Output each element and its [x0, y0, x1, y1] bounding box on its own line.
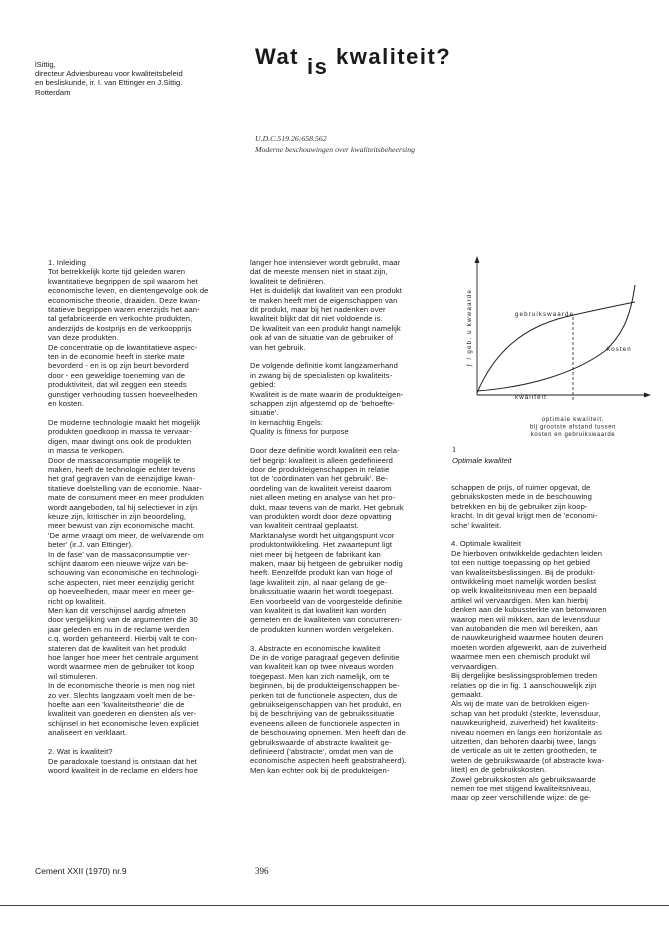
title-part: Wat [255, 44, 300, 69]
text-line: bevorderd - en is op zijn beurt bevorderd [48, 361, 189, 371]
text-line: keuze zijn, kritischer in zijn beoordeling, [48, 511, 187, 521]
text-line: waarop men wil mikken, aan de levensduur [451, 614, 601, 624]
text-line: ten in de economie heeft in sterke mate [48, 352, 185, 362]
text-line: sche aspecten, niet meer eenzijdig gericht [48, 577, 195, 587]
text-line: schijnt daarom een nieuwe wijze van be- [48, 558, 189, 568]
text-line: toegepast. Men kan zich namelijk, om te [250, 671, 390, 681]
text-line: analiseert en verklaart. [48, 728, 128, 738]
text-line: de produkten kunnen worden vergeleken. [250, 624, 394, 634]
text-line: langer hoe intensiever wordt gebruikt, maar [250, 258, 401, 267]
text-line: 4. Optimale kwaliteit [451, 539, 522, 549]
text-line: heeft. Eenzelfde produkt kan van hoge of [250, 568, 393, 578]
text-line: gunstiger verhouding tussen hoeveelheden [48, 389, 198, 399]
text-line: waarmee men een chemisch produkt wil [451, 652, 591, 662]
text-line: woord kwaliteit in de reclame en elders hoe [48, 765, 198, 775]
figure-caption: Optimale kwaliteit [452, 456, 512, 465]
author-line: lSittig, [35, 60, 56, 69]
text-line: Quality is fitness for purpose [250, 427, 349, 437]
text-line: stateren dat de kwaliteit van het produkt [48, 643, 187, 653]
x-axis-label: kwaliteit [515, 394, 547, 401]
title-part: is [307, 54, 329, 79]
text-line: maar op zeer verschillende wijze: de ge- [451, 793, 591, 803]
text-line: op welk kwaliteitsniveau men een bepaald [451, 586, 597, 596]
text-line: oordeling van de kwaliteit vereist daarom [250, 483, 392, 493]
text-line: Bij dergelijke beslissingsproblemen treden [451, 671, 598, 681]
text-line: gebied: [250, 380, 276, 390]
text-line: eveneens alleen de functionele aspecten in [250, 718, 400, 728]
title-part: kwaliteit? [336, 44, 452, 69]
text-line: dukt, maar tevens van de markt. Het gebruik [250, 502, 404, 512]
text-line: Kwaliteit is de mate waarin de produkteigen- [250, 389, 404, 399]
page-number: 396 [255, 866, 269, 876]
text-line: uitzetten, dan behoren daarbij twee, langs [451, 736, 597, 746]
text-line: mate de consument meer en meer produkten [48, 493, 204, 503]
text-line: van kwaliteit is dat kwaliteit kan worden [250, 606, 387, 615]
udc-code: U.D.C.519.26:658.562 [255, 134, 327, 143]
text-line: hoefte aan een 'kwaliteitstheorie' die de [48, 700, 185, 710]
text-line: tot de 'coördinaten van het gebruik'. Be- [250, 474, 388, 484]
text-line: Door deze definitie wordt kwaliteit een rela- [250, 446, 400, 456]
y-axis-arrow [475, 256, 480, 263]
text-line: 3. Abstracte en economische kwaliteit [250, 643, 381, 653]
optimum-label: kosten en gebruikswaarde [530, 432, 616, 438]
text-line: te maken heeft met de eigenschappen van [250, 295, 398, 305]
text-line: Door de massaconsumptie mogelijk te [48, 455, 181, 465]
text-line: niet meer bij hetgeen de fabrikant kan [250, 549, 381, 559]
kosten-label: kosten [607, 346, 632, 353]
text-line: Zowel gebruikskosten als gebruikswaarde [451, 774, 596, 784]
text-line: De volgende definitie komt langzamerhand [250, 361, 398, 371]
text-line: Een voorbeeld van de voorgestelde definitie [250, 596, 403, 606]
paragraph-gap [250, 437, 445, 446]
optimum-label: bij grootste afstand tussen [529, 424, 617, 431]
text-line: weten de gebruikswaarde (of abstracte kwa- [451, 755, 605, 765]
text-line: maken, heeft de technologie echter tevens [48, 464, 196, 474]
text-line: produkten goedkoop in massa te vervaar- [48, 427, 193, 437]
paragraph-gap [48, 738, 236, 747]
text-line: van produkten wordt door deze opvatting [250, 511, 392, 521]
text-line: schappen zijn afgestemd op de 'behoefte- [250, 399, 395, 409]
text-line: kwaliteit van goederen en diensten als ver- [48, 709, 197, 719]
text-line: schappen de prijs, of ruimer opgevat, de [451, 483, 591, 492]
text-line: schijnsel in het economische leven expliciet [48, 718, 199, 728]
text-line: richt op kwaliteit. [48, 596, 107, 606]
paragraph-gap [250, 352, 445, 361]
text-line: Als wij de mate van de betrokken eigen- [451, 699, 590, 709]
text-line: 2. Wat is kwaliteit? [48, 747, 113, 757]
text-line: van kwaliteit centraal geplaatst. [250, 521, 359, 531]
text-line: De paradoxale toestand is ontstaan dat het [48, 756, 198, 766]
text-line: dit produkt, maar bij het nadenken over [250, 305, 386, 315]
text-line: relaties op die in fig. 1 aanschouwelijk zijn [451, 680, 597, 690]
text-line: Marktanalyse wordt het uitgangspunt vcor [250, 530, 395, 540]
text-line: gemeten en de kwaliteiten van concurreren- [250, 615, 402, 625]
author-line: directeur Adviesbureau voor kwaliteitsbeleid [35, 69, 183, 79]
journal-footer: Cement XXII (1970) nr.9 [35, 866, 127, 876]
text-line: economische theorie, draaiden. Deze kwan- [48, 295, 201, 305]
paragraph-gap [451, 530, 646, 539]
text-line: wil stimuleren. [48, 671, 98, 681]
text-line: c.q. worden gehanteerd. Hierbij valt te con- [48, 634, 198, 644]
text-line: digen, maar dwingt ons ook de produkten [48, 436, 192, 446]
text-line: niet alleen meting en analyse van het pro- [250, 493, 396, 503]
text-line: beter' (ir.J. van Ettinger). [48, 540, 134, 550]
text-line: nemen toe met stijgend kwaliteitsniveau, [451, 783, 592, 793]
text-line: gebruikswaarde of abstracte kwaliteit ge- [250, 737, 392, 747]
author-line: Rotterdam [35, 87, 71, 97]
text-line: Het is duidelijk dat kwaliteit van een produkt [250, 286, 402, 296]
text-line: jaar geleden en nu in de reclame werden [48, 624, 190, 634]
text-line: het graf gegraven van de eenzijdige kwan- [48, 474, 196, 484]
text-line: gebruikseigenschappen van het produkt, en [250, 700, 402, 710]
classification-block [255, 133, 415, 155]
text-line: De concentratie op de kwantitatieve aspec- [48, 342, 198, 352]
text-line: ook af van de situatie van de gebruiker of [250, 333, 394, 343]
text-line: schouwing van economische en technologi- [48, 568, 199, 578]
text-line: vervaardigen. [451, 661, 499, 671]
text-line: en kosten. [48, 399, 85, 409]
text-line: van het gebruik. [250, 342, 306, 352]
text-line: De moderne technologie maakt het mogelijk [48, 417, 201, 427]
text-line: lage kwaliteit zijn, al naar gelang de ge- [250, 577, 388, 587]
text-line: zo ver. Slechts langzaam voelt men de be- [48, 690, 196, 700]
text-line: gemaakt. [451, 689, 484, 699]
text-line: hoe langer hoe meer het centrale argument [48, 653, 199, 663]
text-column-3 [451, 483, 646, 803]
text-line: in zwang bij de specialisten op kwaliteits- [250, 370, 393, 380]
gebruikswaarde-label: gebruikswaarde [515, 311, 575, 318]
text-line: kwaliteit blijkt dat dit niet voldoende is. [250, 314, 383, 324]
text-line: de beschouwing opnemen. Men heeft dan de [250, 728, 406, 738]
text-line: perken tot de functionele aspecten, dus de [250, 690, 398, 700]
text-column-2 [250, 258, 445, 775]
text-line: op hoeveelheden, maar meer en meer ge- [48, 587, 195, 597]
text-line: door de produkteigenschappen in relatie [250, 464, 390, 474]
text-line: Men kan echter ook bij de produkteigen- [250, 765, 390, 775]
bottom-divider [0, 905, 669, 906]
text-line: titatieve begrippen waren enerzijds het aan- [48, 305, 200, 315]
text-line: schap van het produkt (sterkte, levensduur, [451, 708, 601, 718]
text-line: Tot betrekkelijk korte tijd geleden waren [48, 267, 186, 277]
text-line: In kernachtig Engels: [250, 417, 324, 427]
text-line: Men kan dit verschijnsel aardig afmeten [48, 606, 186, 616]
text-line: betrekken en bij de gebruiker zijn koop- [451, 501, 588, 511]
quality-figure [455, 255, 655, 445]
text-line: definieerd ('abstracte', omdat men van de [250, 747, 394, 757]
author-block [35, 60, 265, 97]
text-line: bij de beschrijving van de gebruikssituatie [250, 709, 395, 719]
text-line: de nauwkeurigheid waarmee houten deuren [451, 633, 604, 643]
text-line: bruikssituatie waarin het wordt toegepast. [250, 587, 394, 597]
text-line: produktontwikkeling. Het zwaartepunt ligt [250, 540, 393, 550]
text-line: kracht. In dit geval krijgt men de 'economi- [451, 511, 598, 521]
text-line: kwantitatieve begrippen de spil waarom het [48, 276, 198, 286]
text-line: In de fase' van de massaconsumptie ver- [48, 549, 191, 559]
text-line: anderzijds de kostprijs en de verkoopprijs [48, 323, 192, 333]
text-line: moeten worden afgewerkt, aan de zuiverheid [451, 642, 607, 652]
text-line: In de economische theorie is men nog niet [48, 681, 195, 691]
subtitle: Moderne beschouwingen over kwaliteitsbeheersing [255, 145, 416, 154]
text-line: artikel wil vervaardigen. Men kan hierbij [451, 595, 589, 605]
text-line: De kwaliteit van een produkt hangt namelijk [250, 323, 401, 333]
kosten-curve [477, 285, 635, 391]
text-line: 1. Inleiding [48, 258, 86, 267]
text-line: 'De arme vraagt om meer, de welvarende om [48, 530, 204, 540]
text-line: nauwkeurigheid, zuiverheid) het kwaliteits- [451, 718, 598, 728]
text-line: de verticale as uit te zetten grootheden, te [451, 746, 597, 756]
text-line: van kwaliteitsbeslissingen. Bij de produkt- [451, 567, 596, 577]
text-line: door vergelijking van de argumenten die 30 [48, 615, 198, 625]
text-line: dat de meeste mensen niet in staat zijn, [250, 267, 388, 277]
text-line: van kwaliteit kan op twee niveaus worden [250, 662, 394, 672]
x-axis-arrow [644, 393, 651, 398]
text-line: sche' kwaliteit. [451, 520, 502, 530]
text-line: tot een nuttige toepassing op het gebied [451, 558, 591, 568]
text-line: denken aan de kubussterkte van betonwaren [451, 605, 607, 615]
article-title [255, 44, 452, 79]
text-line: liteit) en de gebruikskosten. [451, 765, 547, 775]
text-line: situatie'. [250, 408, 279, 418]
text-line: beginnen, bij de produkteigenschappen be- [250, 681, 400, 691]
text-line: De hierboven ontwikkelde gedachten leiden [451, 548, 603, 558]
text-line: economische leven, en dientengevolge ook de [48, 286, 209, 296]
text-line: gebruikskosten mede in de beschouwing [451, 492, 592, 502]
paragraph-gap [48, 409, 236, 418]
text-line: wordt aangeboden, tal hij selectiever in zijn [48, 502, 198, 512]
text-line: van deze produkten. [48, 333, 119, 343]
text-line: economische aspecten heeft geabstraheerd). [250, 756, 407, 766]
text-column-1 [48, 258, 236, 775]
text-line: De in de vorige paragraaf gegeven definitie [250, 653, 400, 663]
text-line: tief begrip: kwaliteit is alleen gedefinieerd [250, 455, 393, 465]
text-line: produktiviteit, dat wil zeggen een steeds [48, 380, 187, 390]
text-line: van autobanden die men wil bereiken, aan [451, 624, 598, 634]
text-line: meer bewust van zijn economische macht. [48, 521, 195, 531]
text-line: niveau noemen en langs een horizontale as [451, 727, 603, 737]
text-line: kwaliteit te definiëren. [250, 276, 326, 286]
text-line: in massa te verkopen. [48, 446, 125, 456]
figure-number: 1 [452, 445, 456, 454]
text-line: door - een geweldige toeneming van de [48, 370, 186, 380]
text-line: tal gefabriceerde en verkochte produkten, [48, 314, 193, 324]
text-line: ontwikkeling moet namelijk worden beslist [451, 577, 597, 587]
text-line: wordt waarmee men de gebruiker tot koop [48, 662, 195, 672]
text-line: titatieve doelstelling van de economie. Naar- [48, 483, 202, 493]
optimum-label: optimale kwaliteit. [541, 417, 605, 423]
text-line: maken, maar bij hetgeen de gebruiker nodig [250, 558, 403, 568]
author-line: en besliskunde, ir. I. van Ettinger en J.Sittig. [35, 78, 183, 88]
paragraph-gap [250, 634, 445, 643]
y-axis-label: ƒ / geb. u kwwaarde [466, 288, 473, 367]
